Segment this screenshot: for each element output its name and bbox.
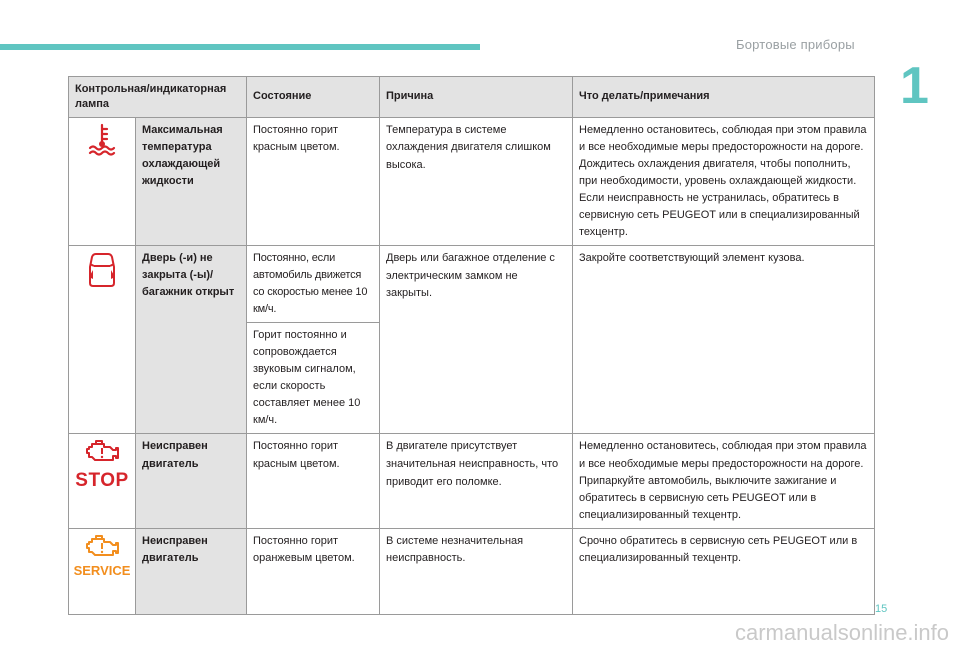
lamp-action: Немедленно остановитесь, соблюдая при этом правила и все необходимые меры предосторожности на дороге. Дождитесь охлаждения двигателя, чтобы пополнить, при необходимости, уровень охлаждающей жидкости. Если неисправность не устранилась, обратитесь в сервисную сеть PEUGEOT или в специализированный техцентр. — [573, 117, 875, 245]
lamp-cause: Температура в системе охлаждения двигателя слишком высока. — [380, 117, 573, 245]
lamp-state: Постоянно горит красным цветом. — [247, 117, 380, 245]
engine-fault-icon — [84, 533, 120, 559]
lamp-state: Постоянно, если автомобиль движется со скоростью менее 10 км/ч. — [247, 246, 380, 323]
lamp-state-secondary: Горит постоянно и сопровождается звуковым сигналом, если скорость составляет менее 10 км/ч. — [247, 323, 380, 434]
lamp-action: Немедленно остановитесь, соблюдая при этом правила и все необходимые меры предосторожности на дороге. Припаркуйте автомобиль, выключите зажигание и обратитесь в сервисную сеть PEUGEOT или в специализированный техцентр. — [573, 434, 875, 528]
lamp-state: Постоянно горит красным цветом. — [247, 434, 380, 528]
warning-lamps-table — [68, 76, 875, 615]
lamp-cause: В системе незначительная неисправность. — [380, 528, 573, 614]
header-state: Состояние — [247, 77, 380, 118]
lamp-name: Дверь (-и) не закрыта (-ы)/багажник открыт — [136, 246, 247, 434]
table-row — [69, 246, 875, 323]
header-action: Что делать/примечания — [573, 77, 875, 118]
lamp-name: Максимальная температура охлаждающей жидкости — [136, 117, 247, 245]
lamp-cause: В двигателе присутствует значительная неисправность, что приводит его поломке. — [380, 434, 573, 528]
table-row — [69, 117, 875, 245]
stop-icon-label: STOP — [75, 470, 129, 492]
lamp-cause: Дверь или багажное отделение с электрическим замком не закрыты. — [380, 246, 573, 434]
icon-cell — [69, 434, 136, 528]
chapter-number: 1 — [900, 57, 929, 115]
lamp-action: Закройте соответствующий элемент кузова. — [573, 246, 875, 434]
table-row — [69, 434, 875, 528]
door-open-icon — [87, 250, 117, 290]
accent-bar — [0, 44, 480, 50]
table-header-row — [69, 77, 875, 118]
icon-cell — [69, 117, 136, 245]
section-title: Бортовые приборы — [736, 37, 855, 52]
page-number: 15 — [875, 603, 888, 615]
engine-fault-icon — [84, 438, 120, 464]
service-icon-label: SERVICE — [73, 562, 131, 578]
icon-cell — [69, 528, 136, 614]
header-cause: Причина — [380, 77, 573, 118]
coolant-temperature-icon — [87, 122, 117, 156]
lamp-action: Срочно обратитесь в сервисную сеть PEUGEOT или в специализированный техцентр. — [573, 528, 875, 614]
icon-cell — [69, 246, 136, 434]
header-lamp: Контрольная/индикаторная лампа — [69, 77, 247, 118]
table-row — [69, 528, 875, 614]
lamp-state: Постоянно горит оранжевым цветом. — [247, 528, 380, 614]
watermark: carmanualsonline.info — [735, 620, 950, 645]
lamp-name: Неисправен двигатель — [136, 434, 247, 528]
lamp-name: Неисправен двигатель — [136, 528, 247, 614]
